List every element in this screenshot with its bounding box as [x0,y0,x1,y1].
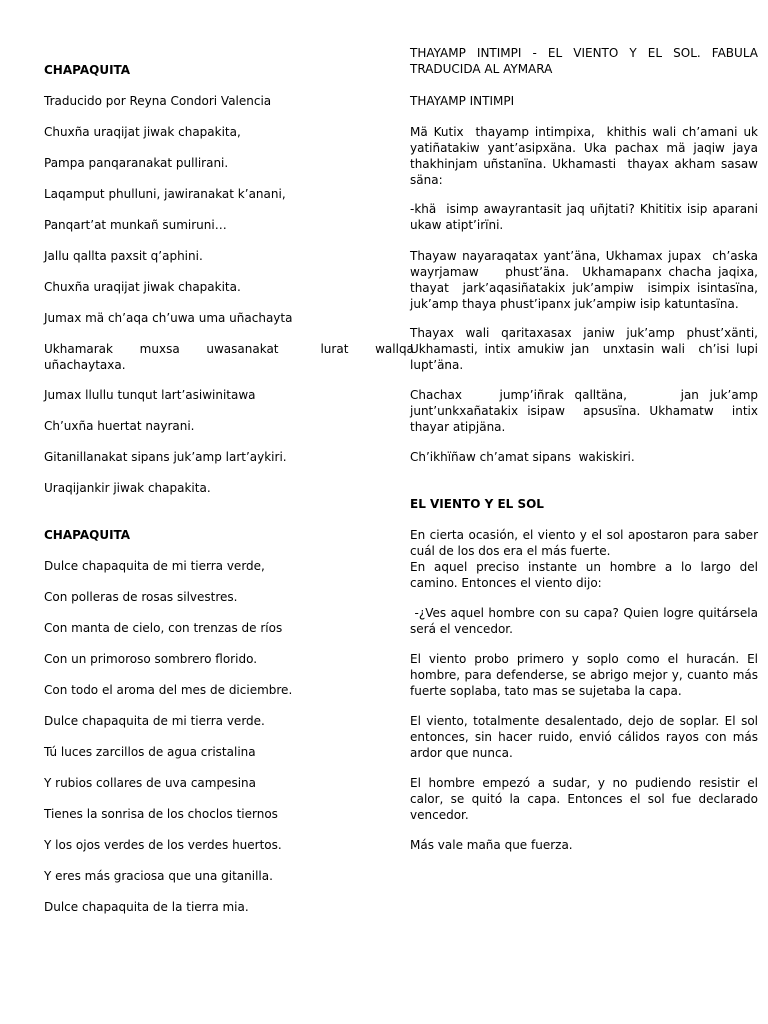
paragraph-line: hombre, para defenderse, se abrigo mejor y, cuanto más [410,668,758,682]
poem-line: uñachaytaxa. [44,358,126,372]
paragraph-line: lupt’äna. [410,358,464,372]
poem-line: Con todo el aroma del mes de diciembre. [44,683,293,697]
translator-credit: Traducido por Reyna Condori Valencia [44,94,272,108]
poem-line: Chuxña uraqijat jiwak chapakita. [44,280,241,294]
paragraph-line: ukaw atipt’irïni. [410,218,504,232]
paragraph-line: ardor que nunca. [410,746,513,760]
fable-heading: THAYAMP INTIMPI - EL VIENTO Y EL SOL. FABULA [410,46,758,60]
paragraph-line: Chachax jump’iñrak qalltäna, jan juk’amp [410,388,758,402]
poem-title-aymara: CHAPAQUITA [44,63,131,77]
paragraph-line: Mä Kutix thayamp intimpixa, khithis wali ch’amani uk [410,125,758,139]
paragraph-line: El viento, totalmente desalentado, dejo de soplar. El sol [410,714,758,728]
paragraph-line: yatiñatakiw yant’asipxäna. Uka pachax mä jaqiw jaya [410,141,758,155]
poem-line: Gitanillanakat sipans juk’amp lart’aykiri. [44,450,287,464]
paragraph-line: calor, se quitó la capa. Entonces el sol fue declarado [410,792,758,806]
paragraph-line: -¿Ves aquel hombre con su capa? Quien logre quitársela [410,606,758,620]
paragraph-line: thayat jark’aqasiñatakix juk’ampiw isimpix isintasïna, [410,281,758,295]
paragraph-line: El hombre empezó a sudar, y no pudiendo resistir el [410,776,758,790]
poem-line: Chuxña uraqijat jiwak chapakita, [44,125,241,139]
paragraph-line: Ch’ikhïñaw ch’amat sipans wakiskiri. [410,450,635,464]
poem-line: Uraqijankir jiwak chapakita. [44,481,211,495]
paragraph-line: säna: [410,173,443,187]
paragraph-line: Thayax wali qaritaxasax janiw juk’amp phust’xänti, [410,326,758,340]
paragraph-line: thakhinjam uñstanïna. Ukhamasti thayax akham sasaw [410,157,758,171]
poem-line: Dulce chapaquita de mi tierra verde. [44,714,265,728]
poem-line: Jumax mä ch’aqa ch’uwa uma uñachayta [44,311,293,325]
paragraph-line: Thayaw nayaraqatax yant’äna, Ukhamax jupax ch’aska [410,249,758,263]
poem-line: Dulce chapaquita de mi tierra verde, [44,559,265,573]
paragraph-line: camino. Entonces el viento dijo: [410,576,602,590]
poem-line: Jumax llullu tunqut lart’asiwinitawa [44,388,256,402]
poem-line: Con manta de cielo, con trenzas de ríos [44,621,283,635]
paragraph-line: cuál de los dos era el más fuerte. [410,544,611,558]
poem-line: Ukhamarak muxsa uwasanakat lurat wallqa [44,342,414,356]
paragraph-line: entonces, sin hacer ruido, envió cálidos rayos con más [410,730,758,744]
paragraph-line: juk’amp thaya phust’ipanx juk’ampiw isip katuntasïna. [410,297,739,311]
poem-line: Con un primoroso sombrero florido. [44,652,258,666]
poem-line: Con polleras de rosas silvestres. [44,590,238,604]
fable-subheading: THAYAMP INTIMPI [410,94,515,108]
spanish-fable-title: EL VIENTO Y EL SOL [410,497,544,511]
poem-line: Tienes la sonrisa de los choclos tiernos [44,807,278,821]
paragraph-line: junt’unkxañatakix isipaw apsusïna. Ukhamatw intix [410,404,758,418]
paragraph-line: El viento probo primero y soplo como el huracán. El [410,652,758,666]
paragraph-line: fuerte soplaba, tato mas se sujetaba la capa. [410,684,682,698]
poem-line: Panqart’at munkañ sumiruni… [44,218,227,232]
poem-title-spanish: CHAPAQUITA [44,528,131,542]
paragraph-line: vencedor. [410,808,469,822]
fable-heading-continued: TRADUCIDA AL AYMARA [410,62,553,76]
paragraph-line: thayar atipjäna. [410,420,506,434]
poem-line: Y eres más graciosa que una gitanilla. [44,869,273,883]
paragraph-line: Más vale maña que fuerza. [410,838,573,852]
poem-line: Ch’uxña huertat nayrani. [44,419,195,433]
paragraph-line: será el vencedor. [410,622,513,636]
poem-line: Pampa panqaranakat pullirani. [44,156,229,170]
poem-line: Tú luces zarcillos de agua cristalina [44,745,256,759]
paragraph-line: Ukhamasti, intix amukiw jan unxtasin wali ch’isi lupi [410,342,758,356]
poem-line: Laqamput phulluni, jawiranakat k’anani, [44,187,286,201]
paragraph-line: En aquel preciso instante un hombre a lo largo del [410,560,758,574]
paragraph-line: -khä isimp awayrantasit jaq uñjtati? Khititix isip aparani [410,202,758,216]
paragraph-line: wayrjamaw phust’äna. Ukhamapanx chacha jaqixa, [410,265,758,279]
poem-line: Jallu qallta paxsit q’aphini. [44,249,203,263]
poem-line: Dulce chapaquita de la tierra mia. [44,900,249,914]
poem-line: Y rubios collares de uva campesina [44,776,256,790]
poem-line: Y los ojos verdes de los verdes huertos. [44,838,282,852]
paragraph-line: En cierta ocasión, el viento y el sol apostaron para saber [410,528,758,542]
